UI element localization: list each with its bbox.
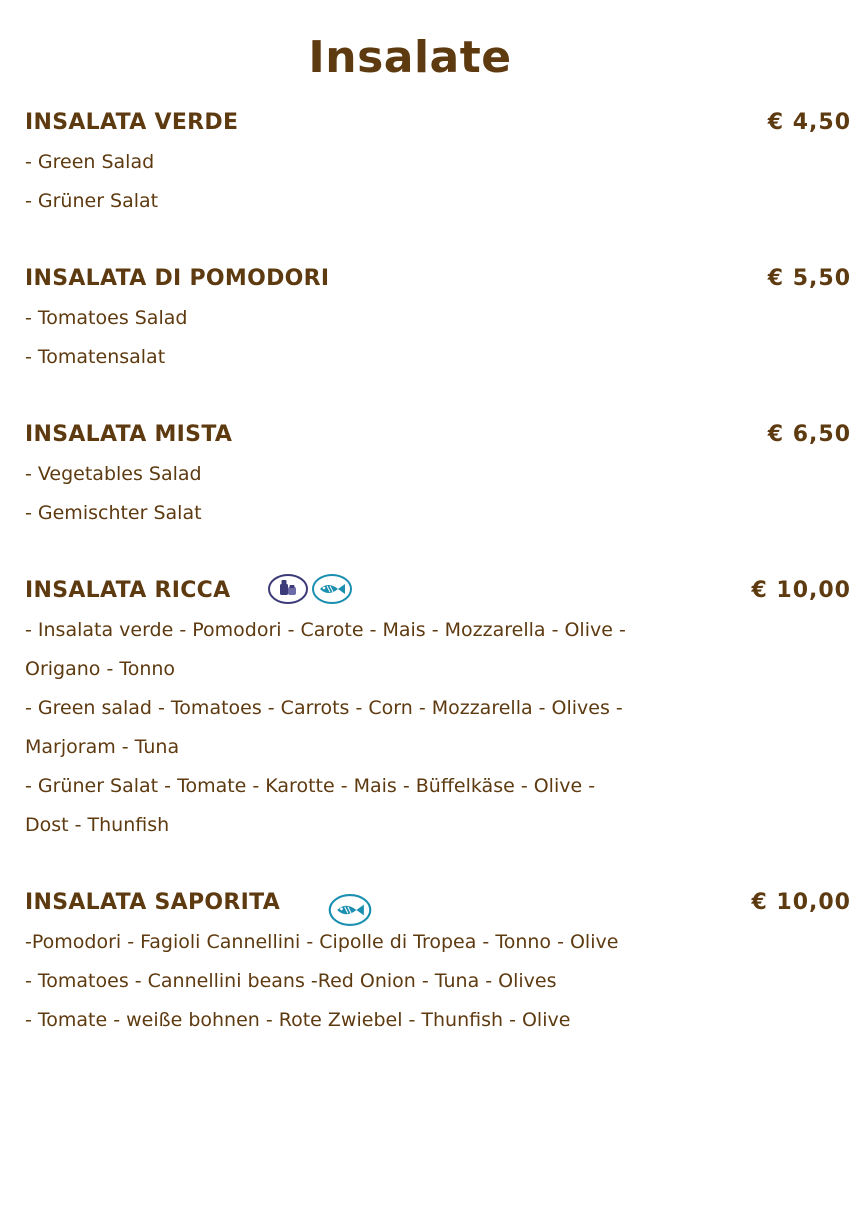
menu-item-insalata-verde [25, 104, 851, 221]
item-description-line: Origano - Tonno [25, 658, 176, 680]
item-description-line: Marjoram - Tuna [25, 736, 180, 758]
item-description-line: - Vegetables Salad [25, 463, 202, 485]
fish-icon [328, 894, 368, 924]
item-name: INSALATA VERDE [25, 110, 239, 135]
item-name: INSALATA RICCA [25, 578, 231, 603]
fish-icon [312, 574, 352, 604]
item-description-line: -Pomodori - Fagioli Cannellini - Cipolle di Tropea - Tonno - Olive [25, 931, 619, 953]
item-description-line: - Tomate - weiße bohnen - Rote Zwiebel - Thunfish - Olive [25, 1009, 571, 1031]
menu-item-insalata-di-pomodori [25, 260, 851, 377]
item-name: INSALATA SAPORITA [25, 890, 281, 915]
item-price: € 4,50 [767, 110, 851, 135]
item-price: € 6,50 [767, 422, 851, 447]
allergen-icons [328, 894, 368, 924]
page-title: Insalate [308, 32, 512, 83]
menu-item-insalata-mista [25, 416, 851, 533]
item-description-line: - Tomatoes Salad [25, 307, 188, 329]
menu-item-insalata-ricca [25, 572, 851, 845]
item-description-line: - Grüner Salat [25, 190, 159, 212]
item-description-line: - Gemischter Salat [25, 502, 202, 524]
allergen-icons [268, 574, 352, 604]
item-description-line: - Tomatensalat [25, 346, 166, 368]
item-price: € 10,00 [751, 578, 851, 603]
item-description-line: Dost - Thunfish [25, 814, 170, 836]
item-description-line: - Tomatoes - Cannellini beans -Red Onion - Tuna - Olives [25, 970, 557, 992]
item-name: INSALATA MISTA [25, 422, 233, 447]
item-description-line: - Insalata verde - Pomodori - Carote - Mais - Mozzarella - Olive - [25, 619, 626, 641]
item-description-line: - Green salad - Tomatoes - Carrots - Corn - Mozzarella - Olives - [25, 697, 623, 719]
item-description-line: - Grüner Salat - Tomate - Karotte - Mais - Büffelkäse - Olive - [25, 775, 596, 797]
item-price: € 5,50 [767, 266, 851, 291]
item-name: INSALATA DI POMODORI [25, 266, 330, 291]
dairy-icon [268, 574, 308, 604]
menu-item-insalata-saporita [25, 884, 851, 1040]
item-price: € 10,00 [751, 890, 851, 915]
item-description-line: - Green Salad [25, 151, 155, 173]
